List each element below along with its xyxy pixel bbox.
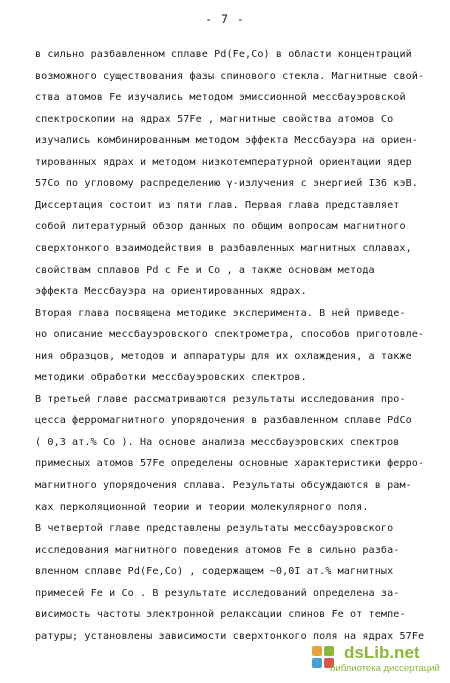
text-line: возможного существования фазы спинового стекла. Магнитные свой- <box>35 70 425 82</box>
text-line: В третьей главе рассматриваются результаты исследования про- <box>35 393 406 405</box>
watermark-logo[interactable] <box>312 643 440 677</box>
page-number: - 7 - <box>205 12 245 26</box>
text-line: В четвертой главе представлены результаты мессбауэровского <box>35 523 394 535</box>
text-line: Вторая глава посвящена методике эксперимента. В ней приведе- <box>35 307 406 319</box>
text-line: в сильно разбавленном сплаве Pd(Fe,Co) в области концентраций <box>35 49 412 60</box>
watermark-subtitle: библиотека диссертаций <box>330 663 440 674</box>
text-line: 57Co по угловому распределению γ-излучения с энергией I36 кэВ. <box>35 178 418 190</box>
text-line: ния образцов, методов и аппаратуры для их охлаждения, а также <box>35 350 412 362</box>
text-line: спектроскопии на ядрах 57Fe , магнитные свойства атомов Co <box>35 113 394 125</box>
text-line: но описание мессбауэровского спектрометра, способов приготовле- <box>35 329 425 341</box>
logo-square-3 <box>312 658 322 668</box>
text-line: ( 0,3 ат.% Co ). На основе анализа мессбауэровских спектров <box>35 436 400 448</box>
text-line: примесных атомов 57Fe определены основные характеристики ферро- <box>35 458 425 470</box>
text-line: магнитного упорядочения сплава. Результаты обсуждаются в рам- <box>35 480 412 491</box>
text-line: вленном сплаве Pd(Fe,Co) , содержащем ~0,0I ат.% магнитных <box>35 566 394 578</box>
text-line: ратуры; установлены зависимости сверхтонкого поля на ядрах 57Fe <box>35 630 425 642</box>
text-line: исследования магнитного поведения атомов Fe в сильно разба- <box>35 544 400 556</box>
watermark-title: dsLib.net <box>344 643 420 662</box>
text-line: сверхтонкого взаимодействия в разбавленных магнитных сплавах, <box>35 242 412 254</box>
logo-square-1 <box>312 646 322 656</box>
text-line: Диссертация состоит из пяти глав. Первая глава представляет <box>35 199 400 211</box>
text-line: изучались комбинированным методом эффекта Мессбауэра на ориен- <box>35 135 418 147</box>
text-line: ках перколяционной теории и теории молекулярного поля. <box>35 501 369 513</box>
logo-square-2 <box>324 646 334 656</box>
text-line: собой литературный обзор данных по общим вопросам магнитного <box>35 221 406 233</box>
text-line: висимость частоты электронной релаксации спинов Fe от темпе- <box>35 609 406 621</box>
text-line: цесса ферромагнитного упорядочения в разбавленном сплаве PdCo <box>35 415 412 427</box>
text-line: свойствам сплавов Pd с Fe и Co , а также основам метода <box>35 264 375 276</box>
text-line: ства атомов Fe изучались методом эмиссионной мессбауэровской <box>35 92 406 104</box>
text-line: эффекта Мессбауэра на ориентированных ядрах. <box>35 286 307 298</box>
text-line: тированных ядрах и методом низкотемпературной ориентации ядер <box>35 156 412 168</box>
text-line: примесей Fe и Co . В результате исследований определена за- <box>35 587 400 599</box>
text-line: методики обработки мессбауэровских спектров. <box>35 372 307 384</box>
